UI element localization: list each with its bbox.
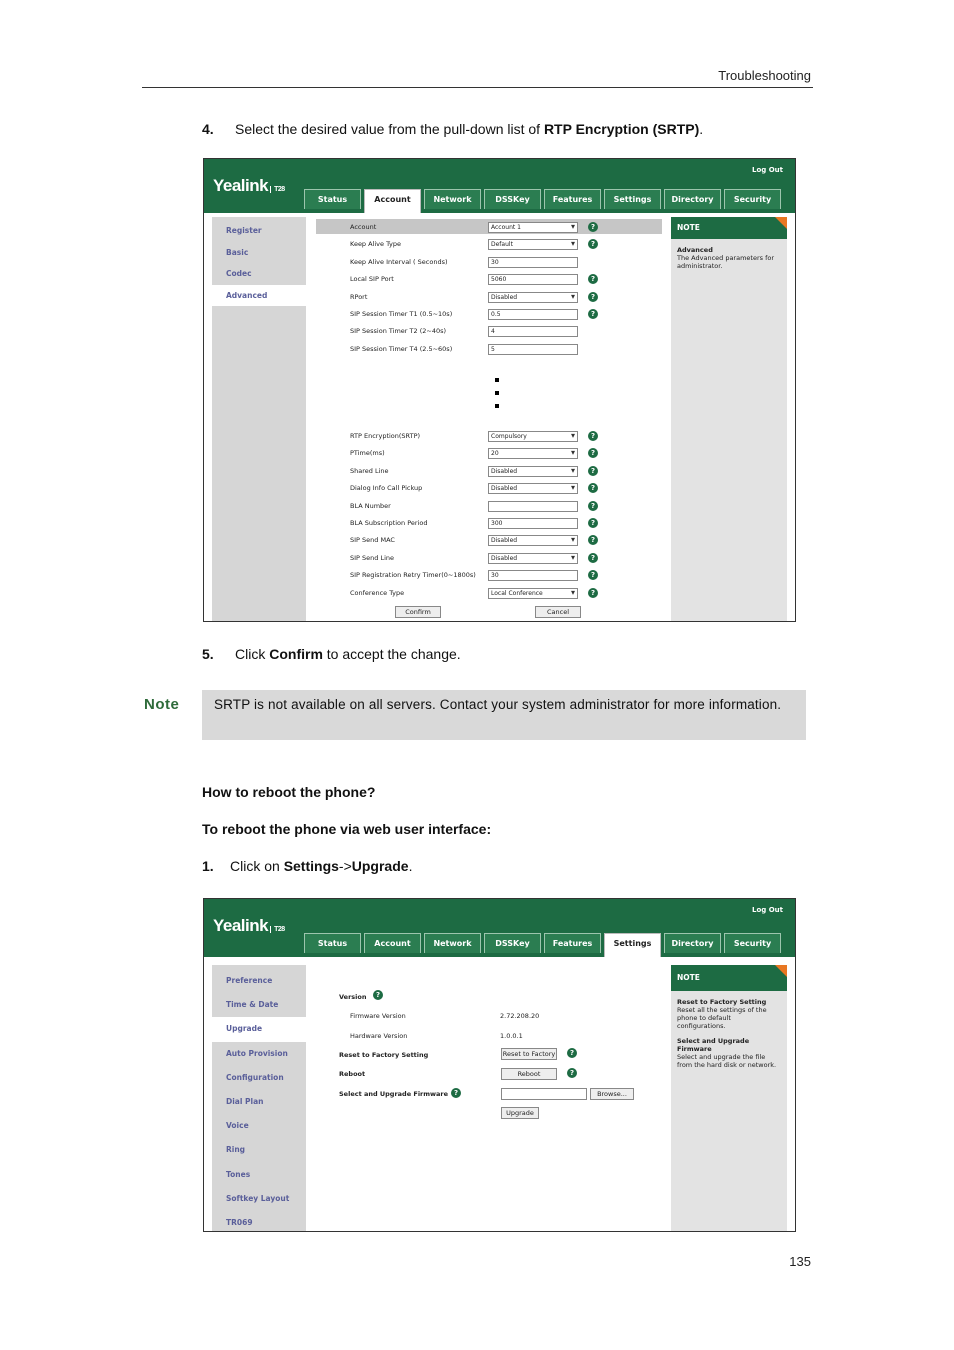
tab-network[interactable]: Network — [424, 933, 481, 953]
field-select[interactable]: Default ▾ — [488, 239, 578, 250]
field-row — [308, 344, 670, 356]
help-icon[interactable]: ? — [588, 448, 598, 458]
note-heading: Select and Upgrade Firmware — [677, 1037, 750, 1053]
field-row — [308, 309, 670, 321]
hardware-version-value: 1.0.0.1 — [500, 1032, 523, 1040]
note-body — [671, 991, 787, 1083]
field-input[interactable]: 5060 — [488, 274, 578, 285]
field-select[interactable]: Disabled ▾ — [488, 292, 578, 303]
field-label: SIP Send Line — [350, 553, 395, 562]
tab-directory[interactable]: Directory — [664, 933, 721, 953]
note-label: Note — [144, 696, 180, 713]
tab-settings[interactable]: Settings — [604, 189, 661, 209]
field-select[interactable]: 20 ▾ — [488, 448, 578, 459]
note-panel — [671, 217, 787, 621]
field-row — [308, 518, 670, 530]
reset-factory-button[interactable]: Reset to Factory — [502, 1050, 556, 1058]
tab-security[interactable]: Security — [724, 933, 781, 953]
note-title: NOTE — [671, 965, 787, 991]
note-title: NOTE — [671, 217, 787, 239]
sidebar-item-dial-plan[interactable]: Dial Plan — [226, 1096, 264, 1106]
firmware-version-label: Firmware Version — [350, 1012, 406, 1020]
step-text-end: . — [699, 121, 704, 137]
field-row — [308, 501, 670, 513]
field-row — [308, 535, 670, 547]
tab-features[interactable]: Features — [544, 189, 601, 209]
upgrade-button[interactable]: Upgrade — [501, 1107, 539, 1119]
tab-dsskey[interactable]: DSSKey — [484, 933, 541, 953]
help-icon[interactable]: ? — [588, 570, 598, 580]
main-tabs — [304, 933, 781, 957]
step-text-end: to accept the change. — [322, 646, 461, 662]
sidebar-item-advanced[interactable]: Advanced — [212, 285, 306, 307]
help-icon[interactable]: ? — [588, 501, 598, 511]
confirm-button[interactable]: Confirm — [395, 606, 441, 618]
sidebar-item-voice[interactable]: Voice — [226, 1121, 249, 1131]
sidebar-item-codec[interactable]: Codec — [226, 269, 252, 278]
note-heading: Advanced — [677, 246, 713, 254]
sidebar-item-time-date[interactable]: Time & Date — [226, 1000, 279, 1010]
note-box: SRTP is not available on all servers. Contact your system administrator for more information. — [202, 690, 806, 740]
step-text: Select the desired value from the pull-down list of — [235, 121, 544, 137]
sidebar-item-tr069[interactable]: TR069 — [226, 1217, 253, 1227]
sidebar-item-auto-provision[interactable]: Auto Provision — [226, 1048, 288, 1058]
step-4 — [202, 121, 703, 137]
ellipsis-dot — [495, 378, 499, 382]
account-advanced-screenshot — [203, 158, 796, 622]
faq-question: How to reboot the phone? — [202, 784, 376, 800]
sidebar-item-tones[interactable]: Tones — [226, 1169, 251, 1179]
field-input[interactable]: 300 — [488, 518, 578, 529]
help-icon[interactable]: ? — [588, 431, 598, 441]
step-bold-upgrade: Upgrade — [351, 858, 409, 874]
field-label: Account — [350, 223, 377, 231]
field-label: Shared Line — [350, 466, 389, 475]
tab-account[interactable]: Account — [364, 189, 421, 213]
sidebar-item-register[interactable]: Register — [226, 226, 262, 235]
note-item — [677, 998, 781, 1030]
logout-link[interactable]: Log Out — [752, 166, 783, 174]
note-panel — [671, 965, 787, 1231]
field-row — [308, 222, 670, 234]
sidebar-item-preference[interactable]: Preference — [226, 976, 273, 985]
reboot-label: Reboot — [339, 1070, 366, 1078]
tab-network[interactable]: Network — [424, 189, 481, 209]
step-text: Click on — [230, 858, 284, 874]
help-icon[interactable]: ? — [588, 239, 598, 249]
settings-upgrade-screenshot — [203, 898, 796, 1232]
help-icon[interactable]: ? — [588, 535, 598, 545]
sidebar-item-ring[interactable]: Ring — [226, 1145, 246, 1155]
field-input[interactable] — [488, 501, 578, 512]
field-select[interactable]: Disabled ▾ — [488, 553, 578, 564]
field-label: BLA Number — [350, 501, 391, 510]
field-input[interactable]: 4 — [488, 326, 578, 337]
reset-factory-label: Reset to Factory Setting — [339, 1051, 429, 1059]
sidebar-item-softkey-layout[interactable]: Softkey Layout — [226, 1193, 290, 1203]
field-row — [308, 483, 670, 495]
field-row — [308, 553, 670, 565]
sidebar — [212, 965, 306, 1231]
field-input[interactable]: 5 — [488, 344, 578, 355]
field-label: SIP Session Timer T4 (2.5~60s) — [350, 344, 453, 353]
top-bar — [204, 159, 795, 213]
step-5 — [202, 646, 461, 662]
field-label: SIP Session Timer T1 (0.5~10s) — [350, 310, 453, 318]
step-arrow: -> — [338, 858, 352, 874]
help-icon[interactable]: ? — [451, 1088, 461, 1098]
field-row — [308, 588, 670, 600]
yealink-logo: Yealink T28 — [213, 176, 285, 195]
field-label: Keep Alive Interval ( Seconds) — [350, 257, 448, 266]
field-input[interactable]: 30 — [488, 257, 578, 268]
cancel-button[interactable]: Cancel — [535, 606, 581, 618]
page-number: 135 — [789, 1254, 811, 1269]
yealink-logo: Yealink T28 — [213, 916, 285, 935]
note-heading: Reset to Factory Setting — [677, 998, 767, 1006]
help-icon[interactable]: ? — [588, 553, 598, 563]
tab-dsskey[interactable]: DSSKey — [484, 189, 541, 209]
help-icon[interactable]: ? — [588, 222, 598, 232]
field-row — [308, 257, 670, 269]
top-bar — [204, 899, 795, 957]
field-label: RPort — [350, 292, 368, 301]
step-1 — [202, 858, 412, 874]
field-select[interactable]: Local Conference ▾ — [488, 588, 578, 599]
help-icon[interactable]: ? — [588, 292, 598, 302]
hardware-version-label: Hardware Version — [350, 1032, 408, 1040]
main-tabs — [304, 189, 781, 213]
help-icon[interactable]: ? — [373, 990, 383, 1000]
field-label: Dialog Info Call Pickup — [350, 484, 423, 493]
sidebar-item-configuration[interactable]: Configuration — [226, 1072, 284, 1082]
step-number: 4. — [202, 121, 214, 137]
field-row — [308, 326, 670, 338]
step-bold: Confirm — [269, 646, 323, 662]
tab-account[interactable]: Account — [364, 933, 421, 953]
help-icon[interactable]: ? — [588, 309, 598, 319]
header-rule — [142, 87, 813, 88]
field-select[interactable]: Disabled ▾ — [488, 483, 578, 494]
version-label: Version — [339, 993, 367, 1001]
procedure-heading: To reboot the phone via web user interface: — [202, 821, 492, 837]
field-select[interactable]: Disabled ▾ — [488, 535, 578, 546]
note-text: The Advanced parameters for administrator. — [677, 254, 775, 270]
step-text: Click — [235, 646, 270, 662]
firmware-select-label: Select and Upgrade Firmware — [339, 1090, 449, 1098]
field-row — [308, 466, 670, 478]
tab-settings[interactable]: Settings — [604, 933, 661, 957]
field-row — [308, 239, 670, 251]
help-icon[interactable]: ? — [588, 483, 598, 493]
help-icon[interactable]: ? — [567, 1068, 577, 1078]
sidebar-item-upgrade[interactable]: Upgrade — [212, 1017, 306, 1041]
field-select[interactable]: Account 1 ▾ — [488, 222, 578, 233]
field-label: Conference Type — [350, 588, 405, 597]
firmware-version-value: 2.72.208.20 — [500, 1012, 540, 1020]
field-row — [308, 274, 670, 286]
reboot-button[interactable]: Reboot — [501, 1068, 557, 1080]
help-icon[interactable]: ? — [567, 1048, 577, 1058]
sidebar-item-basic[interactable]: Basic — [226, 247, 249, 257]
firmware-file-input[interactable] — [501, 1088, 587, 1100]
note-text: Reset all the settings of the phone to default configurations. — [677, 1006, 767, 1030]
page-header-title: Troubleshooting — [718, 68, 811, 83]
field-row — [308, 431, 670, 443]
step-number: 1. — [202, 858, 214, 874]
field-input[interactable]: 30 — [488, 570, 578, 581]
field-label: Local SIP Port — [350, 275, 394, 284]
step-bold-settings: Settings — [283, 858, 339, 874]
field-label: SIP Send MAC — [350, 536, 395, 545]
help-icon[interactable]: ? — [588, 466, 598, 476]
tab-status[interactable]: Status — [304, 189, 361, 209]
field-label: SIP Session Timer T2 (2~40s) — [350, 327, 447, 336]
sidebar — [212, 217, 306, 621]
field-label: RTP Encryption(SRTP) — [350, 432, 421, 440]
logout-link[interactable]: Log Out — [752, 906, 783, 914]
field-label: Keep Alive Type — [350, 240, 402, 249]
step-bold: RTP Encryption (SRTP) — [543, 121, 700, 137]
field-row — [308, 570, 670, 582]
note-item — [677, 1037, 781, 1069]
help-icon[interactable]: ? — [588, 588, 598, 598]
field-input[interactable]: 0.5 — [488, 309, 578, 320]
field-label: SIP Registration Retry Timer(0~1800s) — [350, 571, 476, 580]
field-select[interactable]: Compulsory ▾ — [488, 431, 578, 442]
note-body — [671, 239, 787, 277]
help-icon[interactable]: ? — [588, 518, 598, 528]
ellipsis-dot — [495, 391, 499, 395]
tab-features[interactable]: Features — [544, 933, 601, 953]
field-select[interactable]: Disabled ▾ — [488, 466, 578, 477]
field-row — [308, 292, 670, 304]
field-label: BLA Subscription Period — [350, 519, 428, 527]
ellipsis-dot — [495, 404, 499, 408]
browse-button[interactable]: Browse... — [590, 1088, 634, 1100]
tab-status[interactable]: Status — [304, 933, 361, 953]
help-icon[interactable]: ? — [588, 274, 598, 284]
note-text: Select and upgrade the file from the hard disk or network. — [677, 1053, 777, 1069]
field-label: PTime(ms) — [350, 449, 385, 458]
field-row — [308, 448, 670, 460]
step-number: 5. — [202, 646, 214, 662]
step-text-end: . — [408, 858, 413, 874]
tab-directory[interactable]: Directory — [664, 189, 721, 209]
tab-security[interactable]: Security — [724, 189, 781, 209]
